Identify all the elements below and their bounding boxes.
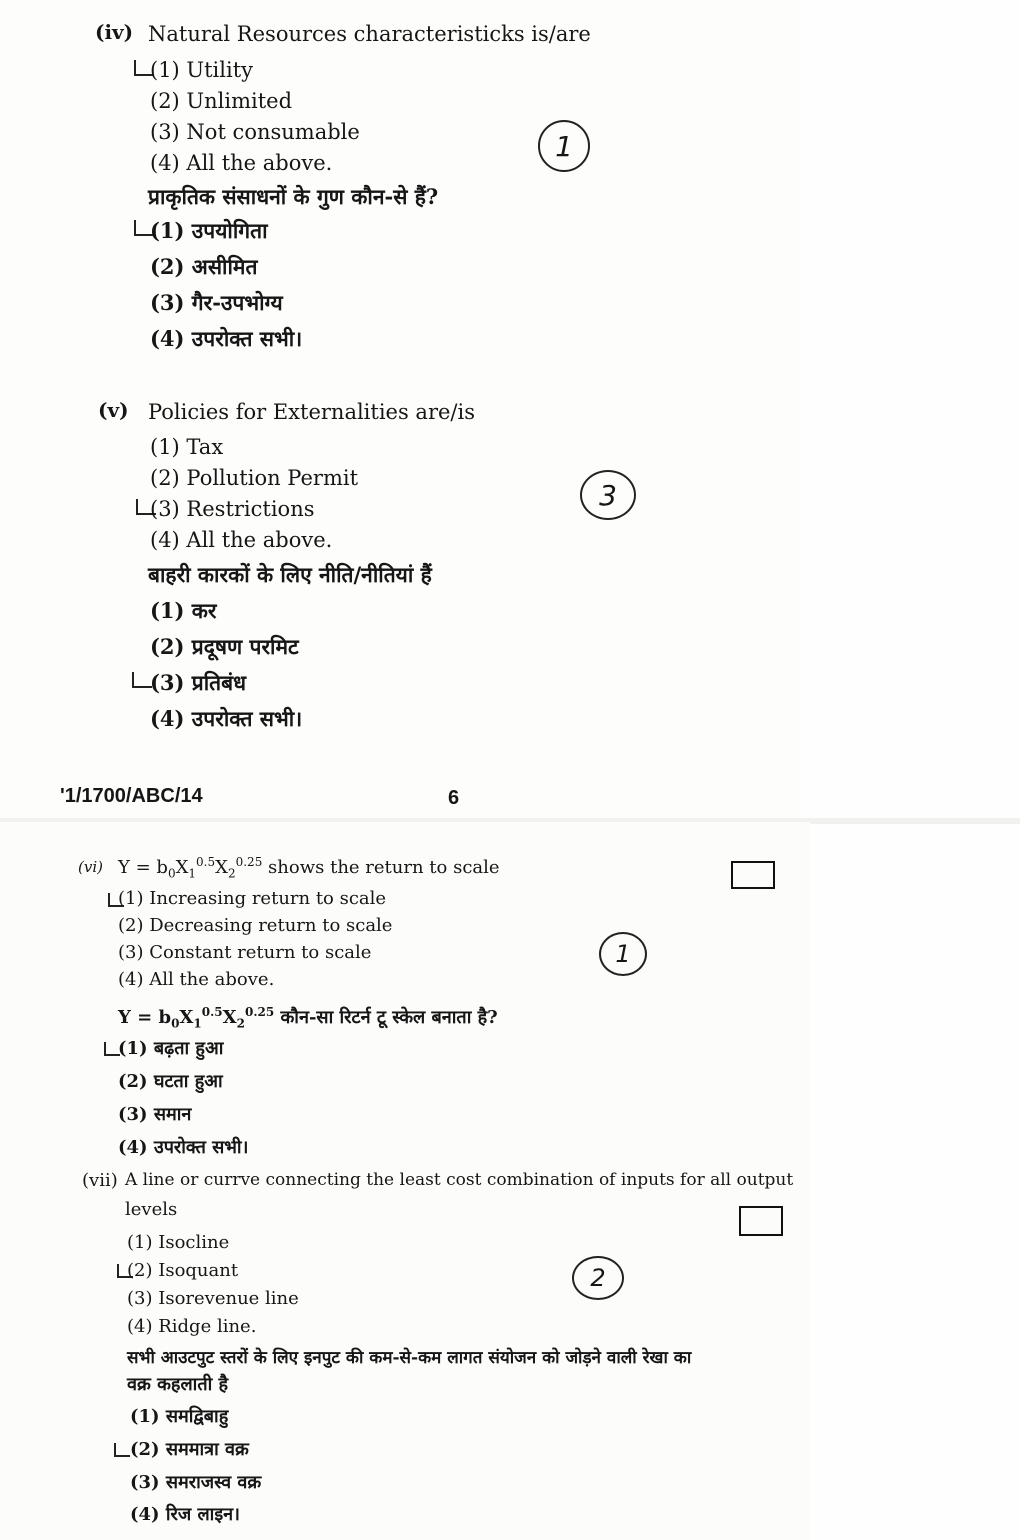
q7-number: (vii) [82,1170,118,1191]
q5-option-4: (4) All the above. [150,528,333,552]
q7-hindi-line2: वक्र कहलाती है [127,1374,229,1395]
q7-answer-circle: 2 [572,1256,624,1300]
q4-answer-circle: 1 [538,120,590,172]
q7-option-4: (4) Ridge line. [127,1316,257,1337]
q5-option-2: (2) Pollution Permit [150,466,359,490]
q4-hindi-text: प्राकृतिक संसाधनों के गुण कौन-से हैं? [148,184,439,209]
q7-hindi-line1: सभी आउटपुट स्तरों के लिए इनपुट की कम-से-कम लागत संयोजन को जोड़ने वाली रेखा का [127,1348,692,1368]
q6-hindi-option-3: (3) समान [118,1104,192,1125]
q5-text: Policies for Externalities are/is [148,400,475,424]
answer-box[interactable] [731,861,775,889]
q5-hindi-option-2: (2) प्रदूषण परमिट [150,634,299,659]
q6-hindi-text: $Y = b_0X_1^{0.5}X_2^{0.25}$ कौन-सा रिटर्न टू स्केल बनाता है? [118,1005,498,1031]
q4-option-2: (2) Unlimited [150,89,293,113]
q5-option-3: (3) Restrictions [150,497,315,521]
q7-hindi-option-3: (3) समराजस्व वक्र [130,1472,262,1493]
q4-hindi-option-4: (4) उपरोक्त सभी। [150,326,303,351]
q6-hindi-suffix: कौन-सा रिटर्न टू स्केल बनाता है? [274,1007,498,1028]
q4-hindi-option-3: (3) गैर-उपभोग्य [150,290,283,315]
q5-option-1: (1) Tax [150,435,224,459]
q5-hindi-option-3: (3) प्रतिबंध [150,670,247,695]
answer-box[interactable] [739,1206,783,1236]
q6-option-3: (3) Constant return to scale [118,942,372,963]
q7-hindi-option-4: (4) रिज लाइन। [130,1504,240,1525]
q7-hindi-option-1: (1) समद्विबाहु [130,1406,229,1427]
q6-hindi-prefix: Y = b [118,1007,172,1028]
tick-mark-icon [114,1443,130,1457]
q4-option-4: (4) All the above. [150,151,333,175]
q6-hindi-option-2: (2) घटता हुआ [118,1071,223,1092]
q7-text-line2: levels [125,1199,178,1220]
q6-option-4: (4) All the above. [118,969,275,990]
q6-hindi-option-4: (4) उपरोक्त सभी। [118,1137,249,1158]
q5-answer-circle: 3 [580,470,636,520]
q5-hindi-text: बाहरी कारकों के लिए नीति/नीतियां हैं [148,562,432,587]
page-number: 6 [448,787,460,809]
q5-hindi-option-4: (4) उपरोक्त सभी। [150,706,303,731]
q7-hindi-option-2: (2) सममात्रा वक्र [130,1439,249,1460]
q5-number: (v) [98,398,129,422]
q6-text-prefix: Y = b [118,857,168,878]
q6-number: (vi) [78,858,103,876]
q4-option-1: (1) Utility [150,58,254,82]
q4-hindi-option-1: (1) उपयोगिता [150,218,268,243]
q4-number: (iv) [95,20,134,44]
q4-hindi-option-2: (2) असीमित [150,254,258,279]
paper-code: '1/1700/ABC/14 [60,785,203,807]
q6-hindi-option-1: (1) बढ़ता हुआ [118,1038,224,1059]
q6-text-suffix: shows the return to scale [262,857,500,878]
q6-option-2: (2) Decreasing return to scale [118,915,393,936]
tick-mark-icon [132,672,152,688]
q7-option-3: (3) Isorevenue line [127,1288,299,1309]
q7-text-line1: A line or currve connecting the least cost combination of inputs for all output [125,1170,794,1190]
q7-option-2: (2) Isoquant [127,1260,239,1281]
q6-text: $Y = b_0X_1^{0.5}X_2^{0.25}$ shows the return to scale [118,855,500,881]
q5-hindi-option-1: (1) कर [150,598,217,623]
q6-option-1: (1) Increasing return to scale [118,888,387,909]
q7-option-1: (1) Isocline [127,1232,230,1253]
q6-answer-circle: 1 [599,932,647,976]
q4-option-3: (3) Not consumable [150,120,360,144]
q4-text: Natural Resources characteristicks is/are [148,22,591,46]
